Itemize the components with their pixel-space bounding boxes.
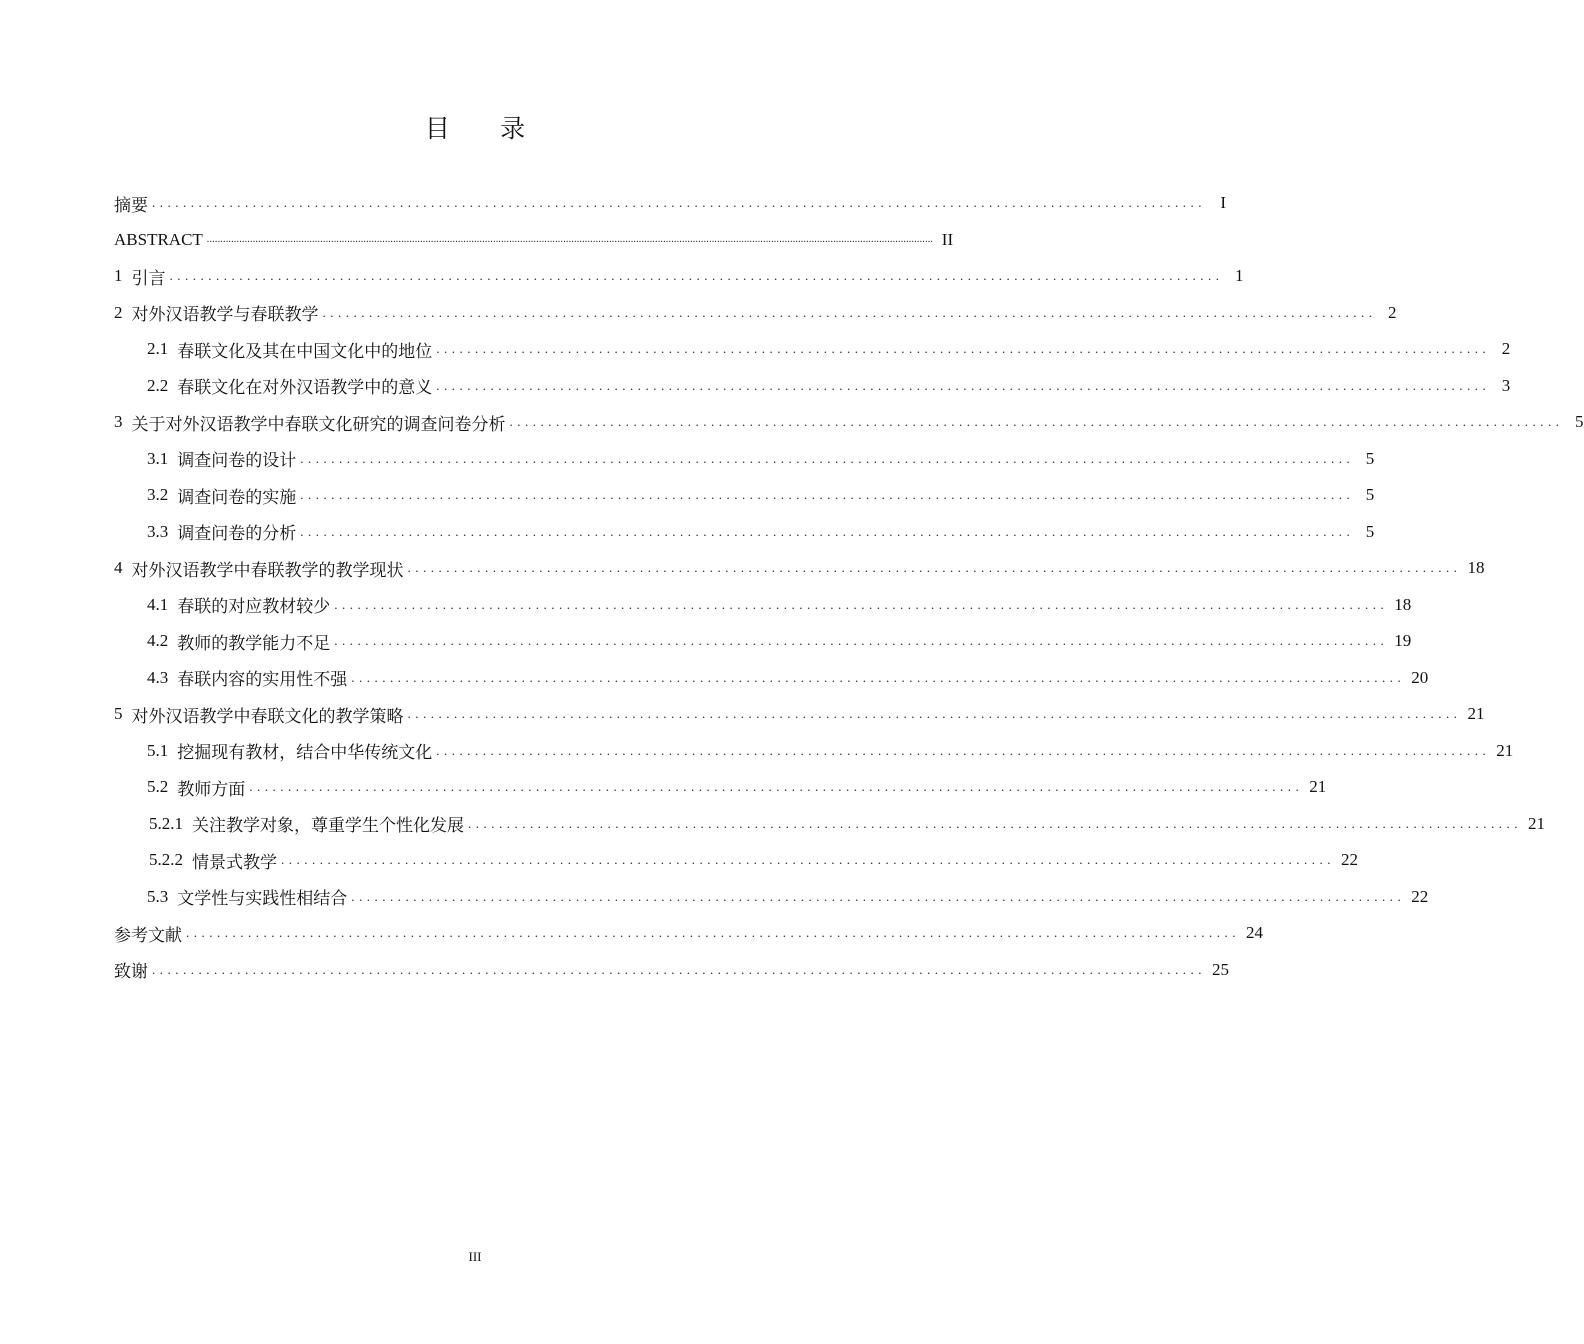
toc-entry-number: 5: [114, 704, 123, 724]
toc-entry-section-5-2[interactable]: [114, 769, 1327, 806]
dot-leader: ........................................................................................................................................: [436, 742, 1491, 758]
toc-entry-page: 21: [1467, 704, 1485, 724]
toc-entry-label: 挖掘现有教材，结合中华传统文化: [177, 743, 433, 763]
toc-entry-number: 5.1: [147, 740, 169, 760]
toc-entry-section-3-2[interactable]: [114, 477, 1375, 514]
toc-entry-page: 5: [1365, 485, 1375, 505]
dot-leader: ........................................................................................................................................: [186, 925, 1240, 941]
toc-entry-section-3-3[interactable]: [114, 514, 1375, 551]
toc-entry-label: 文学性与实践性相结合: [177, 889, 348, 909]
toc-entry-chapter-1[interactable]: [114, 258, 1244, 295]
toc-entry-number: 5.2.2: [149, 850, 183, 870]
dot-leader: ........................................................................................................................................: [351, 669, 1406, 685]
toc-entry-label: 调查问卷的实施: [177, 487, 297, 507]
dot-leader: ........................................................................................................................................: [468, 815, 1522, 831]
toc-entry-number: 3: [114, 412, 123, 432]
toc-entry-chapter-5[interactable]: [114, 696, 1485, 733]
dot-leader: ........................................................................................................................................: [300, 450, 1355, 466]
dot-leader: ........................................................................................................................................: [300, 487, 1355, 503]
toc-entry-abstract-cn[interactable]: [114, 185, 1226, 222]
toc-entry-page: 22: [1411, 886, 1429, 906]
toc-entry-page: 18: [1394, 594, 1412, 614]
toc-entry-page: 21: [1309, 777, 1327, 797]
toc-entry-number: 5.2.1: [149, 813, 183, 833]
dot-leader: ........................................................................................................................................: [334, 596, 1389, 612]
toc-entry-label: 教师方面: [177, 779, 246, 799]
table-of-contents: [114, 185, 1584, 988]
toc-entry-section-5-2-1[interactable]: [114, 806, 1545, 843]
toc-entry-section-4-1[interactable]: [114, 587, 1412, 624]
toc-entry-label: 春联文化在对外汉语教学中的意义: [177, 378, 433, 398]
toc-entry-section-3-1[interactable]: [114, 441, 1375, 478]
toc-entry-page: 19: [1394, 631, 1412, 651]
toc-entry-section-4-3[interactable]: [114, 660, 1429, 697]
toc-entry-section-4-2[interactable]: [114, 623, 1412, 660]
toc-entry-page: 20: [1411, 667, 1429, 687]
toc-entry-label: 关注教学对象，尊重学生个性化发展: [192, 816, 464, 836]
toc-entry-references[interactable]: [114, 915, 1263, 952]
toc-entry-number: 4.1: [147, 594, 169, 614]
dot-leader: ........................................................................................................................................: [436, 377, 1491, 393]
dot-leader: ........................................................................................................................................: [351, 888, 1406, 904]
toc-entry-number: 4.2: [147, 631, 169, 651]
dot-leader: .............................................................................................................................................................................................................................................................................: [206, 234, 934, 246]
dot-leader: ........................................................................................................................................: [152, 961, 1206, 977]
toc-entry-label: 对外汉语教学中春联文化的教学策略: [131, 706, 404, 726]
footer-page-number: III: [468, 1249, 482, 1264]
toc-entry-page: 22: [1341, 850, 1358, 870]
toc-entry-number: 3.1: [147, 448, 169, 468]
toc-entry-page: 2: [1388, 302, 1397, 322]
toc-entry-page: 5: [1365, 448, 1375, 468]
toc-entry-number: 3.3: [147, 521, 169, 541]
dot-leader: ........................................................................................................................................: [152, 195, 1206, 211]
toc-entry-label: 摘要: [114, 195, 148, 215]
toc-entry-number: 2.1: [147, 339, 169, 359]
toc-entry-section-5-3[interactable]: [114, 879, 1429, 916]
dot-leader: ........................................................................................................................................: [407, 706, 1462, 722]
toc-entry-label: 关于对外汉语教学中春联文化研究的调查问卷分析: [131, 414, 506, 434]
toc-entry-label: 春联内容的实用性不强: [177, 670, 348, 690]
toc-entry-chapter-2[interactable]: [114, 295, 1397, 332]
toc-entry-label: 致谢: [114, 962, 148, 982]
dot-leader: ........................................................................................................................................: [509, 414, 1564, 430]
dot-leader: ........................................................................................................................................: [322, 304, 1377, 320]
dot-leader: ........................................................................................................................................: [281, 852, 1335, 868]
toc-entry-number: 3.2: [147, 485, 169, 505]
toc-entry-number: 5.3: [147, 886, 169, 906]
toc-entry-page: 1: [1235, 266, 1244, 286]
dot-leader: ........................................................................................................................................: [334, 633, 1389, 649]
page-title: 目 录: [424, 116, 548, 143]
toc-entry-number: 5.2: [147, 777, 169, 797]
toc-entry-label: 调查问卷的设计: [177, 451, 297, 471]
toc-entry-acknowledgements[interactable]: [114, 952, 1229, 989]
toc-entry-label: 对外汉语教学中春联教学的教学现状: [131, 560, 404, 580]
toc-entry-label: 引言: [131, 268, 166, 288]
toc-entry-page: 24: [1246, 923, 1263, 943]
toc-entry-label: 情景式教学: [192, 852, 277, 872]
toc-entry-chapter-3[interactable]: [114, 404, 1584, 441]
toc-entry-page: 18: [1467, 558, 1485, 578]
toc-entry-label: 春联的对应教材较少: [177, 597, 331, 617]
toc-entry-page: 2: [1501, 339, 1511, 359]
toc-entry-label: 教师的教学能力不足: [177, 633, 331, 653]
toc-entry-label: ABSTRACT: [114, 229, 203, 249]
toc-entry-number: 4: [114, 558, 123, 578]
toc-entry-label: 调查问卷的分析: [177, 524, 297, 544]
dot-leader: ........................................................................................................................................: [249, 779, 1304, 795]
dot-leader: ........................................................................................................................................: [300, 523, 1355, 539]
toc-entry-section-2-1[interactable]: [114, 331, 1511, 368]
toc-entry-page: II: [941, 229, 954, 249]
toc-entry-label: 对外汉语教学与春联教学: [131, 305, 319, 325]
toc-entry-page: 3: [1501, 375, 1511, 395]
toc-entry-page: 21: [1496, 740, 1514, 760]
toc-entry-page: 25: [1212, 959, 1229, 979]
dot-leader: ........................................................................................................................................: [407, 560, 1462, 576]
toc-entry-page: 5: [1575, 412, 1584, 432]
dot-leader: ........................................................................................................................................: [169, 268, 1224, 284]
toc-entry-section-5-2-2[interactable]: [114, 842, 1358, 879]
toc-entry-label: 春联文化及其在中国文化中的地位: [177, 341, 433, 361]
toc-entry-page: I: [1220, 193, 1226, 213]
toc-entry-page: 21: [1528, 813, 1545, 833]
toc-entry-section-5-1[interactable]: [114, 733, 1514, 770]
toc-entry-number: 4.3: [147, 667, 169, 687]
toc-entry-chapter-4[interactable]: [114, 550, 1485, 587]
toc-entry-section-2-2[interactable]: [114, 368, 1511, 405]
toc-entry-page: 5: [1365, 521, 1375, 541]
toc-entry-number: 2.2: [147, 375, 169, 395]
toc-entry-label: 参考文献: [114, 925, 182, 945]
toc-entry-abstract-en[interactable]: [114, 222, 954, 259]
toc-entry-number: 2: [114, 302, 123, 322]
toc-entry-number: 1: [114, 266, 123, 286]
dot-leader: ........................................................................................................................................: [436, 341, 1491, 357]
